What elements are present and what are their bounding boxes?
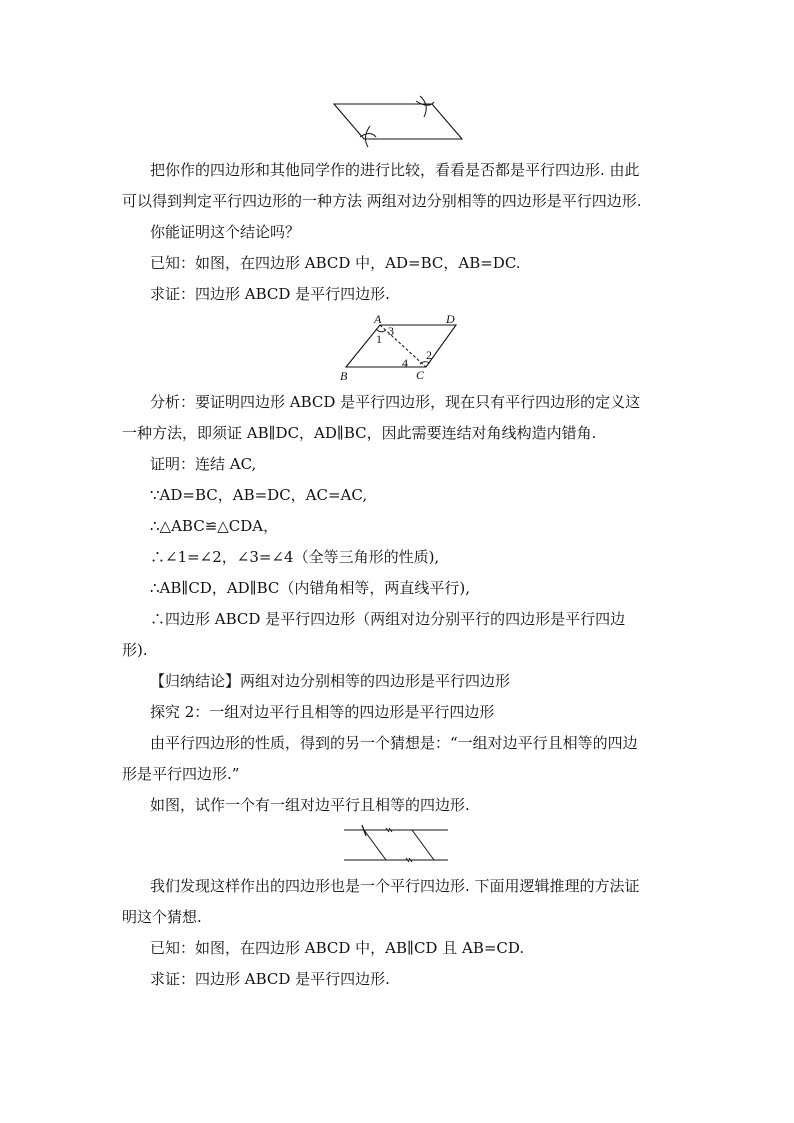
found-line-1: 我们发现这样作出的四边形也是一个平行四边形. 下面用逻辑推理的方法证 <box>150 877 640 895</box>
angle-label-2: 2 <box>426 348 432 362</box>
proof-line-2: ∵AD=BC，AB=DC，AC=AC, <box>150 486 368 504</box>
explore-2-heading: 探究 2：一组对边平行且相等的四边形是平行四边形 <box>150 703 495 721</box>
vertex-label-c: C <box>416 368 425 382</box>
angle-label-3: 3 <box>388 324 394 338</box>
found-line-2: 明这个猜想. <box>122 908 202 926</box>
analysis-line-1: 分析：要证明四边形 ABCD 是平行四边形，现在只有平行四边形的定义这 <box>150 393 641 411</box>
angle-label-4: 4 <box>402 356 408 370</box>
proof-line-6: ∴四边形 ABCD 是平行四边形（两组对边分别平行的四边形是平行四边 <box>150 610 626 628</box>
figure-parallelogram-abcd <box>336 312 466 384</box>
vertex-label-d: D <box>446 312 455 326</box>
vertex-label-b: B <box>340 369 348 383</box>
try-draw-instruction: 如图，试作一个有一组对边平行且相等的四边形. <box>150 796 470 814</box>
guess-line-1: 由平行四边形的性质，得到的另一个猜想是：“一组对边平行且相等的四边 <box>150 734 638 752</box>
proof-line-3: ∴△ABC≌△CDA， <box>150 517 279 535</box>
proof-line-7: 形). <box>122 641 148 659</box>
prove-statement-2: 求证：四边形 ABCD 是平行四边形. <box>150 970 390 988</box>
analysis-line-2: 一种方法，即须证 AB∥DC，AD∥BC，因此需要连结对角线构造内错角. <box>122 424 597 442</box>
paragraph-compare-line-1: 把你作的四边形和其他同学作的进行比较，看看是否都是平行四边形. 由此 <box>150 161 640 179</box>
question-prove: 你能证明这个结论吗？ <box>150 223 301 241</box>
proof-line-1: 证明：连结 AC, <box>150 455 257 473</box>
prove-statement-1: 求证：四边形 ABCD 是平行四边形. <box>150 285 390 303</box>
guess-line-2: 形是平行四边形.” <box>122 765 240 783</box>
proof-line-5: ∴AB∥CD，AD∥BC（内错角相等，两直线平行), <box>150 579 471 597</box>
figure-parallel-equal-segments <box>342 822 450 866</box>
proof-line-4: ∴∠1=∠2，∠3=∠4（全等三角形的性质), <box>150 548 440 566</box>
figure-compass-construction <box>330 93 470 149</box>
conclusion-heading: 【归纳结论】两组对边分别相等的四边形是平行四边形 <box>150 672 511 690</box>
given-statement-2: 已知：如图，在四边形 ABCD 中，AB∥CD 且 AB=CD. <box>150 939 525 957</box>
vertex-label-a: A <box>374 312 382 326</box>
paragraph-compare-line-2: 可以得到判定平行四边形的一种方法 两组对边分别相等的四边形是平行四边形. <box>122 192 642 210</box>
given-statement-1: 已知：如图，在四边形 ABCD 中，AD=BC，AB=DC. <box>150 254 521 272</box>
angle-label-1: 1 <box>376 332 382 346</box>
